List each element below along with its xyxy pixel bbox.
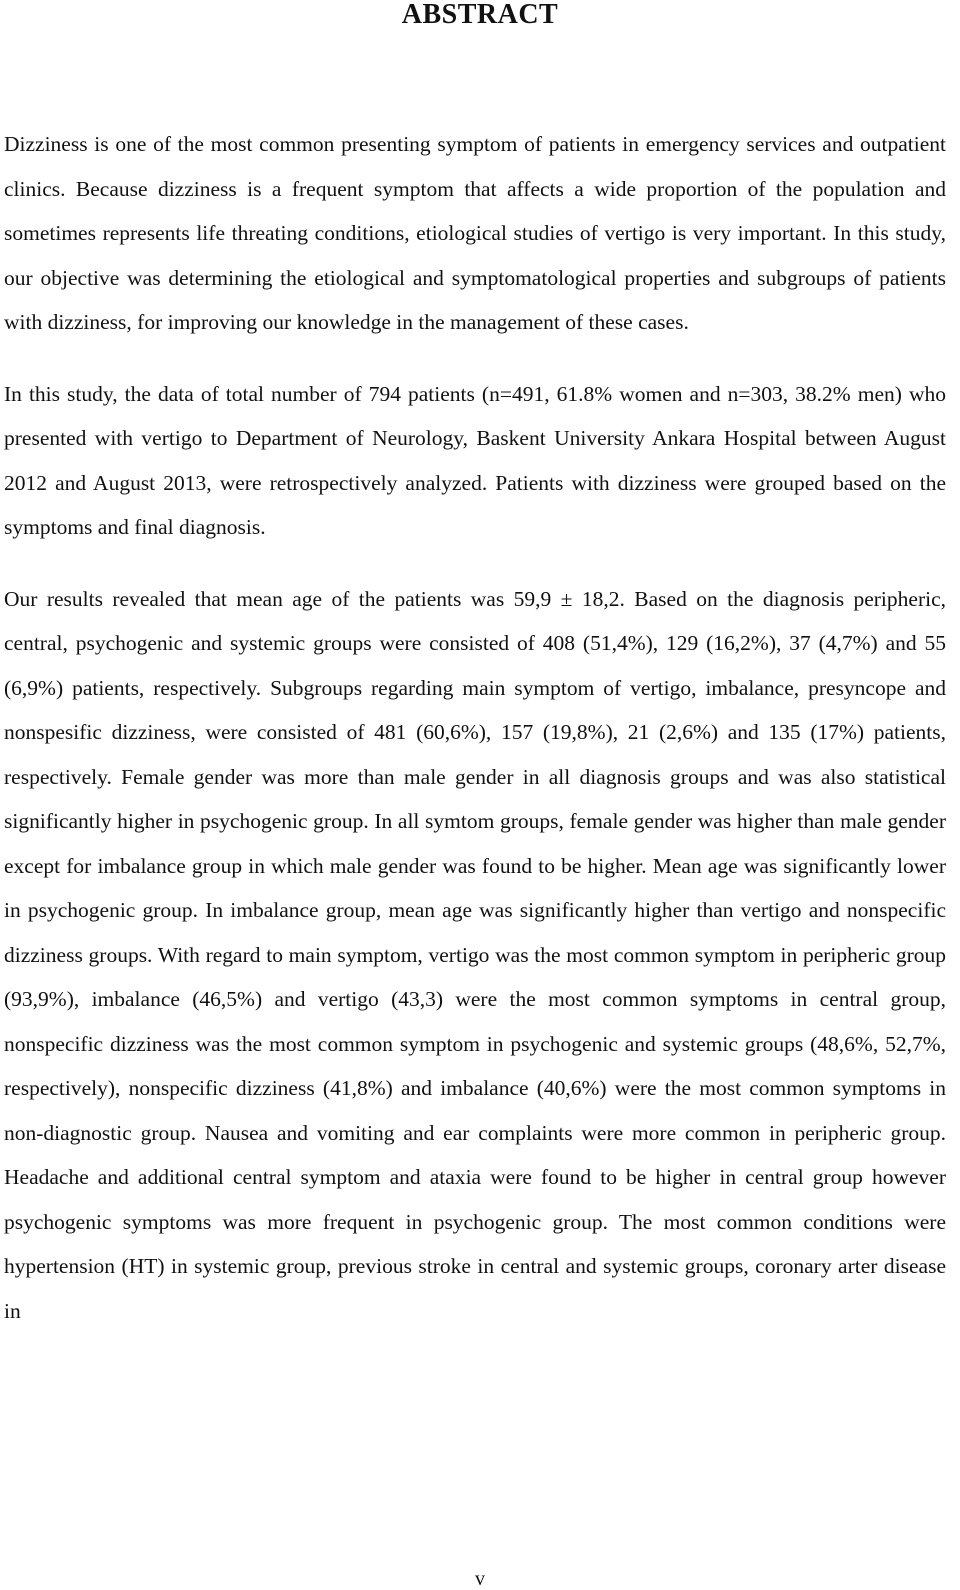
- abstract-body: [4, 122, 946, 1333]
- paragraph-results: Our results revealed that mean age of the patients was 59,9 ± 18,2. Based on the diagnosis peripheric, central, psychogenic and systemic groups were consisted of 408 (51,4%), 129 (16,2%), 37 (4,7%) and 55 (6,9%) patients, respectively. Subgroups regarding main symptom of vertigo, imbalance, presyncope and nonspesific dizziness, were consisted of 481 (60,6%), 157 (19,8%), 21 (2,6%) and 135 (17%) patients, respectively. Female gender was more than male gender in all diagnosis groups and was also statistical significantly higher in psychogenic group. In all symtom groups, female gender was higher than male gender except for imbalance group in which male gender was found to be higher. Mean age was significantly lower in psychogenic group. In imbalance group, mean age was significantly higher than vertigo and nonspecific dizziness groups. With regard to main symptom, vertigo was the most common symptom in peripheric group (93,9%), imbalance (46,5%) and vertigo (43,3) were the most common symptoms in central group, nonspecific dizziness was the most common symptom in psychogenic and systemic groups (48,6%, 52,7%, respectively), nonspecific dizziness (41,8%) and imbalance (40,6%) were the most common symptoms in non-diagnostic group. Nausea and vomiting and ear complaints were more common in peripheric group. Headache and additional central symptom and ataxia were found to be higher in central group however psychogenic symptoms was more frequent in psychogenic group. The most common conditions were hypertension (HT) in systemic group, previous stroke in central and systemic groups, coronary arter disease in: [4, 586, 946, 1323]
- paragraph-introduction: Dizziness is one of the most common presenting symptom of patients in emergency services and outpatient clinics. Because dizziness is a frequent symptom that affects a wide proportion of the population and sometimes represents life threating conditions, etiological studies of vertigo is very important. In this study, our objective was determining the etiological and symptomatological properties and subgroups of patients with dizziness, for improving our knowledge in the management of these cases.: [4, 132, 946, 334]
- paragraph-methods: In this study, the data of total number of 794 patients (n=491, 61.8% women and n=303, 38.2% men) who presented with vertigo to Department of Neurology, Baskent University Ankara Hospital between August 2012 and August 2013, were retrospectively analyzed. Patients with dizziness were grouped based on the symptoms and final diagnosis.: [4, 381, 946, 539]
- page-number: v: [475, 1568, 485, 1590]
- page-title: ABSTRACT: [401, 0, 559, 30]
